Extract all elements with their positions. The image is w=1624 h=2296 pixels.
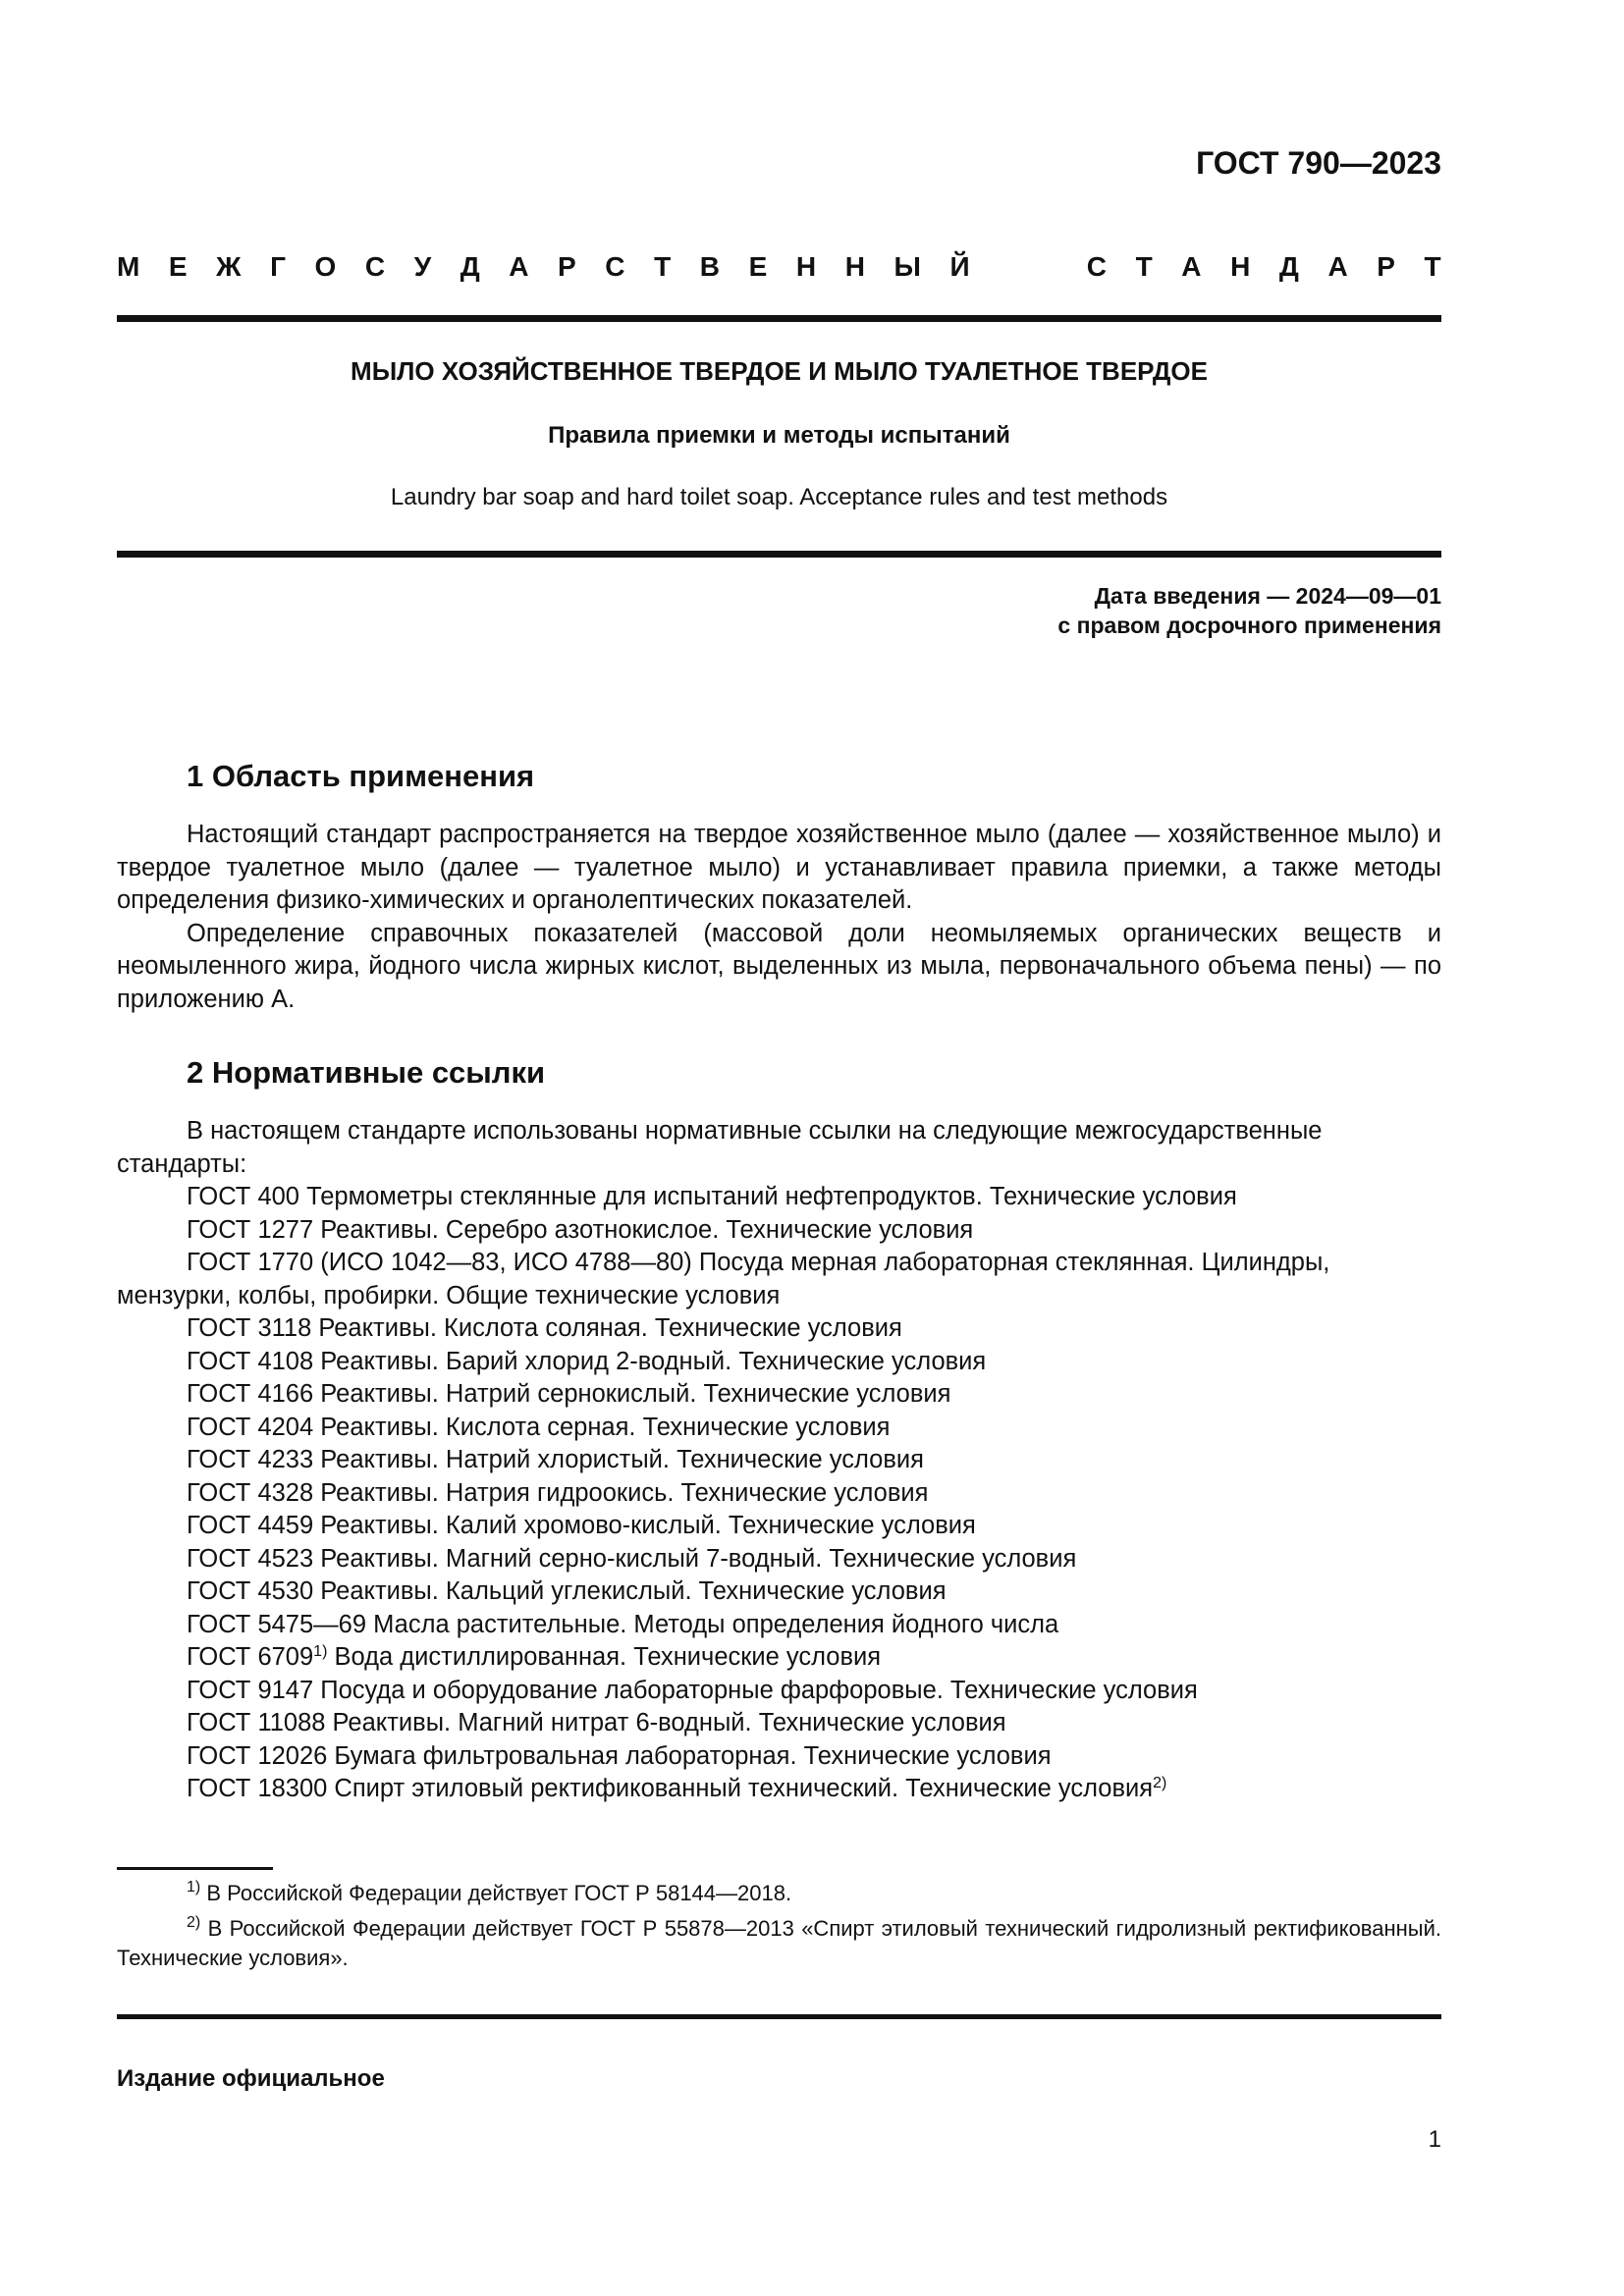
reference-item: ГОСТ 4233 Реактивы. Натрий хлористый. Технические условия <box>187 1446 924 1473</box>
heading-letter: С <box>605 251 625 282</box>
section-1-body <box>117 819 1441 1016</box>
official-edition-label: Издание официальное <box>117 2065 385 2092</box>
reference-item-18300 <box>117 1773 1441 1806</box>
heading-letter: Д <box>1278 251 1299 282</box>
reference-item: ГОСТ 5475—69 Масла растительные. Методы определения йодного числа <box>187 1610 1059 1638</box>
heading-letter: Е <box>168 251 188 282</box>
footnote-1 <box>117 1879 1441 1908</box>
footnote-text: В Российской Федерации действует ГОСТ Р 58144—2018. <box>200 1881 792 1905</box>
heading-letter: Й <box>949 251 970 282</box>
heading-letter: Г <box>270 251 286 282</box>
reference-item: ГОСТ 4204 Реактивы. Кислота серная. Технические условия <box>187 1413 891 1441</box>
heading-letter: Т <box>1135 251 1153 282</box>
reference-item: ГОСТ 400 Термометры стеклянные для испытаний нефтепродуктов. Технические условия <box>187 1183 1237 1210</box>
introduction-date-line: Дата введения — 2024—09—01 <box>1094 583 1441 609</box>
heading-letter: М <box>117 251 140 282</box>
heading-letter: Н <box>1230 251 1251 282</box>
reference-item: ГОСТ 3118 Реактивы. Кислота соляная. Технические условия <box>187 1314 902 1342</box>
heading-letter: Ы <box>893 251 921 282</box>
reference-item: ГОСТ 4530 Реактивы. Кальций углекислый. Технические условия <box>187 1577 947 1605</box>
heading-letter: В <box>699 251 721 282</box>
heading-letter: У <box>413 251 432 282</box>
heading-letter: Т <box>1424 251 1441 282</box>
footnotes <box>117 1879 1441 1979</box>
reference-item: ГОСТ 4523 Реактивы. Магний серно-кислый 7-водный. Технические условия <box>187 1544 1077 1573</box>
heading-letter: Р <box>1377 251 1395 282</box>
heading-letter: Е <box>748 251 768 282</box>
section-1-paragraph-2: Определение справочных показателей (массовой доли неомыляемых органических веществ и неомыленного жира, йодного числа жирных кислот, выделенных из мыла, первоначального объема пены) — по приложению А. <box>117 919 1441 1013</box>
page-number: 1 <box>1428 2126 1441 2153</box>
footnote-marker: 2) <box>187 1914 201 1931</box>
reference-item: ГОСТ 12026 Бумага фильтровальная лабораторная. Технические условия <box>187 1741 1052 1770</box>
top-divider <box>117 315 1441 322</box>
footnote-marker: 1) <box>313 1643 328 1660</box>
section-2-heading: 2 Нормативные ссылки <box>187 1055 546 1090</box>
document-title: МЫЛО ХОЗЯЙСТВЕННОЕ ТВЕРДОЕ И МЫЛО ТУАЛЕТНОЕ ТВЕРДОЕ <box>351 356 1208 386</box>
footnote-separator <box>117 1867 273 1870</box>
reference-code: ГОСТ 6709 <box>187 1643 314 1671</box>
heading-letter: А <box>1327 251 1348 282</box>
heading-letter: О <box>314 251 337 282</box>
english-title: Laundry bar soap and hard toilet soap. Acceptance rules and test methods <box>390 484 1168 510</box>
reference-item: ГОСТ 4459 Реактивы. Калий хромово-кислый. Технические условия <box>187 1512 976 1539</box>
word-gap <box>999 251 1057 283</box>
heading-letter: Д <box>460 251 480 282</box>
reference-text: ГОСТ 18300 Спирт этиловый ректификованный технический. Технические условия <box>187 1775 1154 1802</box>
title-divider <box>117 551 1441 558</box>
heading-letter: Ж <box>216 251 242 282</box>
footnote-text: В Российской Федерации действует ГОСТ Р 55878—2013 «Спирт этиловый технический гидролизный ректификованный. Технические условия». <box>117 1916 1441 1970</box>
early-application-line: с правом досрочного применения <box>1057 613 1441 638</box>
introduction-date <box>884 581 1441 640</box>
reference-item: ГОСТ 9147 Посуда и оборудование лабораторные фарфоровые. Технические условия <box>187 1676 1198 1704</box>
reference-item: ГОСТ 4328 Реактивы. Натрия гидроокись. Технические условия <box>187 1478 929 1507</box>
reference-item: ГОСТ 4166 Реактивы. Натрий сернокислый. Технические условия <box>187 1380 951 1408</box>
reference-text: Вода дистиллированная. Технические условия <box>327 1643 882 1671</box>
footer-divider <box>117 2014 1441 2019</box>
heading-letter: Н <box>795 251 817 282</box>
footnote-marker: 1) <box>187 1879 201 1896</box>
document-code: ГОСТ 790—2023 <box>1196 145 1441 181</box>
heading-letter: Т <box>654 251 672 282</box>
footnote-2 <box>117 1914 1441 1973</box>
reference-item: ГОСТ 4108 Реактивы. Барий хлорид 2-водный. Технические условия <box>187 1347 987 1375</box>
heading-letter: А <box>1181 251 1202 282</box>
heading-letter: С <box>364 251 386 282</box>
standard-type-heading <box>117 251 1441 283</box>
section-1-heading: 1 Область применения <box>187 759 535 793</box>
document-subtitle: Правила приемки и методы испытаний <box>548 422 1010 449</box>
heading-letter: Р <box>558 251 576 282</box>
heading-letter: А <box>509 251 529 282</box>
reference-item: ГОСТ 1770 (ИСО 1042—83, ИСО 4788—80) Посуда мерная лабораторная стеклянная. Цилиндры, мензурки, колбы, пробирки. Общие технические условия <box>117 1249 1330 1309</box>
footnote-marker: 2) <box>1153 1775 1167 1791</box>
heading-letter: С <box>1086 251 1108 282</box>
reference-item: ГОСТ 1277 Реактивы. Серебро азотнокислое. Технические условия <box>187 1215 974 1244</box>
reference-item: ГОСТ 11088 Реактивы. Магний нитрат 6-водный. Технические условия <box>187 1709 1006 1736</box>
references-intro: В настоящем стандарте использованы нормативные ссылки на следующие межгосударственные стандарты: <box>117 1117 1323 1178</box>
section-1-paragraph-1: Настоящий стандарт распространяется на твердое хозяйственное мыло (далее — хозяйственное мыло) и твердое туалетное мыло (далее — туалетное мыло) и устанавливает правила приемки, а также методы определения физико-химических и органолептических показателей. <box>117 821 1441 914</box>
reference-item-6709 <box>117 1641 1441 1675</box>
normative-references-list <box>117 1115 1441 1806</box>
heading-letter: Н <box>844 251 865 282</box>
